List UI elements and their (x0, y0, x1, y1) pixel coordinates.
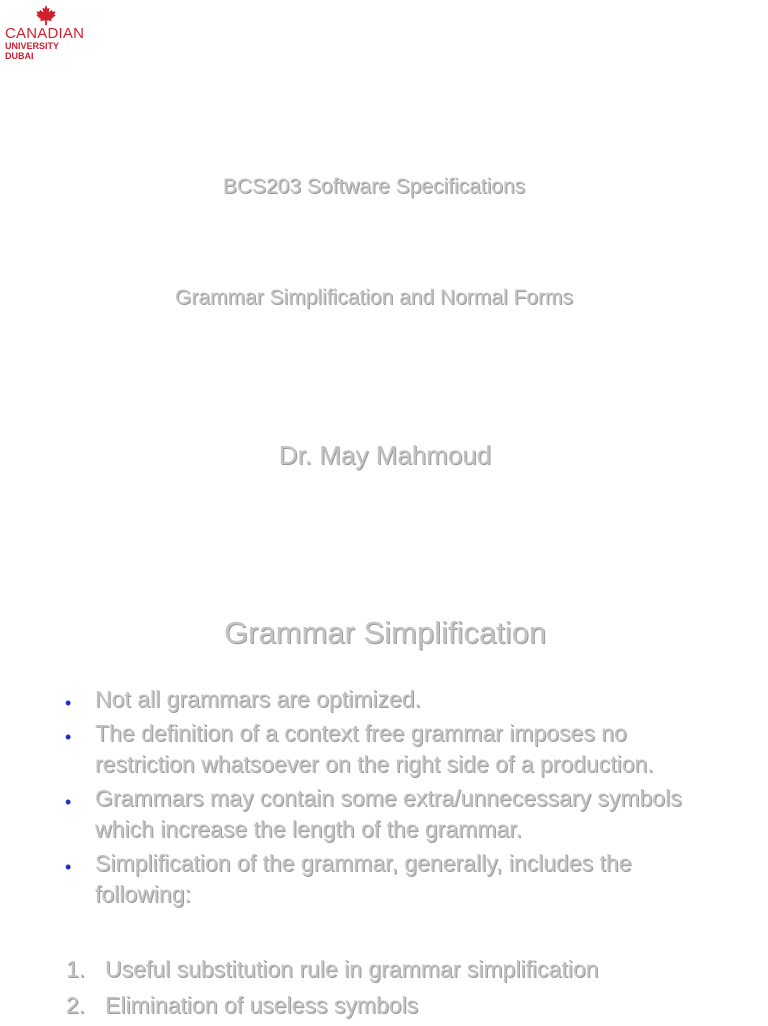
bullet-dot-icon: • (65, 727, 72, 747)
bullet-item (62, 718, 722, 780)
numbered-text: Useful substitution rule in grammar simplification (105, 956, 599, 982)
item-number: 2. (66, 992, 86, 1018)
bullet-item (62, 684, 722, 715)
logo-name: CANADIAN (5, 25, 85, 42)
course-title-text: BCS203 Software Specifications (222, 175, 526, 198)
university-logo (5, 4, 87, 61)
author-name (0, 439, 768, 471)
slide-title-text: Grammar Simplification (223, 615, 547, 650)
bullet-item (62, 783, 722, 845)
numbered-text: Elimination of useless symbols (105, 992, 419, 1018)
lecture-topic (0, 285, 768, 311)
bullet-dot-icon: • (65, 792, 72, 812)
bullet-text: Grammars may contain some extra/unnecessary symbols which increase the length of the grammar. (95, 785, 682, 842)
bullet-dot-icon: • (65, 857, 72, 877)
bullet-list (62, 684, 722, 913)
course-title (0, 174, 768, 200)
lecture-topic-text: Grammar Simplification and Normal Forms (175, 286, 573, 309)
numbered-item (64, 954, 724, 985)
numbered-item (64, 990, 724, 1021)
logo-subtitle: UNIVERSITY DUBAI (5, 41, 59, 61)
maple-leaf-icon (35, 4, 57, 26)
bullet-dot-icon: • (65, 693, 72, 713)
author-name-text: Dr. May Mahmoud (278, 440, 492, 470)
bullet-text: Simplification of the grammar, generally, includes the following: (95, 850, 632, 907)
item-number: 1. (66, 956, 86, 982)
slide-title (0, 614, 768, 652)
numbered-list (64, 954, 724, 1026)
bullet-item (62, 848, 722, 910)
bullet-text: Not all grammars are optimized. (95, 686, 421, 712)
bullet-text: The definition of a context free grammar imposes no restriction whatsoever on the right side of a production. (95, 720, 654, 777)
